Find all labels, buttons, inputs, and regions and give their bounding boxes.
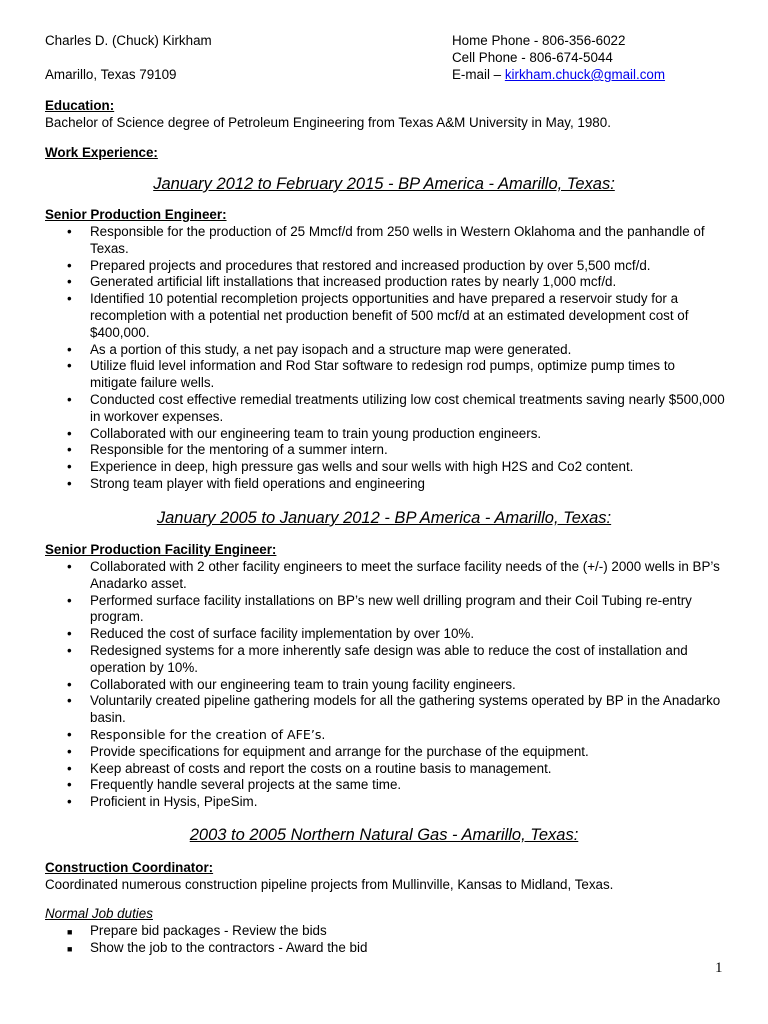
- bullet-icon: •: [67, 642, 72, 658]
- bullet-icon: •: [67, 341, 72, 357]
- bullet-icon: •: [67, 391, 72, 407]
- email-line: [452, 67, 665, 84]
- list-item: • Responsible for the production of 25 Mmcf/d from 250 wells in Western Oklahoma and the panhandle of Texas.: [67, 224, 705, 256]
- work-experience-heading: Work Experience:: [45, 145, 158, 160]
- home-phone: Home Phone - 806-356-6022: [452, 33, 626, 48]
- bullet-icon: •: [67, 459, 72, 475]
- bullet-icon: •: [67, 257, 72, 273]
- job1-bullet-list: [45, 224, 725, 493]
- bullet-icon: •: [67, 291, 72, 307]
- bullet-icon: •: [67, 726, 72, 742]
- list-item: ■ Show the job to the contractors - Award the bid: [45, 940, 725, 957]
- list-item: • Collaborated with 2 other facility engineers to meet the surface facility needs of the (+/-) 2000 wells in BP’s Anadarko asset.: [67, 559, 720, 591]
- list-item: • Identified 10 potential recompletion projects opportunities and have prepared a reservoir study for a recompletion with a potential net production benefit of 500 mcf/d at an estimated development cost of $400,000.: [67, 291, 689, 340]
- list-item: • Collaborated with our engineering team to train young facility engineers.: [67, 676, 516, 692]
- list-item: • Responsible for the creation of AFE’s.: [67, 726, 326, 742]
- list-item: • Frequently handle several projects at the same time.: [67, 777, 402, 793]
- list-item: • Generated artificial lift installations that increased production rates by nearly 1,000 mcf/d.: [67, 274, 617, 290]
- email-link[interactable]: kirkham.chuck@gmail.com: [504, 67, 666, 82]
- applicant-name: Charles D. (Chuck) Kirkham: [45, 33, 212, 48]
- list-item: • Responsible for the mentoring of a summer intern.: [67, 442, 388, 458]
- bullet-icon: •: [67, 442, 72, 458]
- bullet-icon: •: [67, 358, 72, 374]
- job3-duties-list: [45, 923, 725, 957]
- list-item: • Prepared projects and procedures that restored and increased production by over 5,500 mcf/d.: [67, 257, 651, 273]
- list-item: • Utilize fluid level information and Rod Star software to redesign rod pumps, optimize pump times to mitigate failure wells.: [67, 358, 675, 391]
- job2-bullet-list: [45, 559, 725, 811]
- job3-duties-heading: Normal Job duties: [45, 906, 153, 921]
- job2-period: January 2005 to January 2012 - BP America - Amarillo, Texas:: [156, 509, 612, 527]
- bullet-icon: •: [67, 592, 72, 608]
- list-item: • Voluntarily created pipeline gathering models for all the gathering systems operated by BP in the Anadarko basin.: [67, 693, 721, 726]
- list-item: • Provide specifications for equipment and arrange for the purchase of the equipment.: [67, 743, 589, 759]
- list-item: • Experience in deep, high pressure gas wells and sour wells with high H2S and Co2 content.: [67, 459, 634, 475]
- email-label: E-mail –: [452, 67, 505, 82]
- list-item: • As a portion of this study, a net pay isopach and a structure map were generated.: [67, 341, 572, 357]
- list-item: • Collaborated with our engineering team to train young production engineers.: [67, 425, 542, 441]
- bullet-icon: •: [67, 777, 72, 793]
- list-item: ■ Prepare bid packages - Review the bids: [45, 923, 725, 940]
- job1-period: January 2012 to February 2015 - BP America - Amarillo, Texas:: [153, 175, 615, 193]
- cell-phone: Cell Phone - 806-674-5044: [452, 50, 613, 65]
- education-text: Bachelor of Science degree of Petroleum Engineering from Texas A&M University in May, 1980.: [45, 115, 611, 130]
- list-item: • Conducted cost effective remedial treatments utilizing low cost chemical treatments saving nearly $500,000 in workover expenses.: [67, 391, 725, 424]
- bullet-icon: •: [67, 274, 72, 290]
- bullet-icon: •: [67, 425, 72, 441]
- square-bullet-icon: ■: [67, 927, 73, 937]
- education-heading: Education:: [45, 98, 115, 113]
- page-number: 1: [715, 960, 723, 976]
- job3-title: Construction Coordinator:: [45, 860, 214, 875]
- job3-period: 2003 to 2005 Northern Natural Gas - Amarillo, Texas:: [189, 826, 579, 844]
- list-item: • Keep abreast of costs and report the costs on a routine basis to management.: [67, 760, 552, 776]
- square-bullet-icon: ■: [67, 943, 73, 954]
- bullet-icon: •: [67, 676, 72, 692]
- job1-title: Senior Production Engineer:: [45, 207, 227, 222]
- bullet-icon: •: [67, 760, 72, 776]
- bullet-icon: •: [67, 559, 72, 574]
- bullet-icon: •: [67, 224, 72, 239]
- list-item: • Reduced the cost of surface facility implementation by over 10%.: [67, 626, 475, 642]
- bullet-icon: •: [67, 794, 72, 810]
- bullet-icon: •: [67, 693, 72, 709]
- job3-summary: Coordinated numerous construction pipeline projects from Mullinville, Kansas to Midland, Texas.: [45, 877, 614, 892]
- list-item: • Proficient in Hysis, PipeSim.: [67, 794, 258, 810]
- bullet-icon: •: [67, 475, 72, 491]
- job2-title: Senior Production Facility Engineer:: [45, 542, 277, 557]
- applicant-city: Amarillo, Texas 79109: [45, 67, 177, 82]
- bullet-icon: •: [67, 743, 72, 759]
- list-item: • Strong team player with field operations and engineering: [67, 475, 425, 491]
- list-item: • Redesigned systems for a more inherently safe design was able to reduce the cost of installation and operation by 10%.: [67, 642, 688, 675]
- bullet-icon: •: [67, 626, 72, 642]
- list-item: • Performed surface facility installations on BP’s new well drilling program and their Coil Tubing re-entry program.: [67, 592, 692, 625]
